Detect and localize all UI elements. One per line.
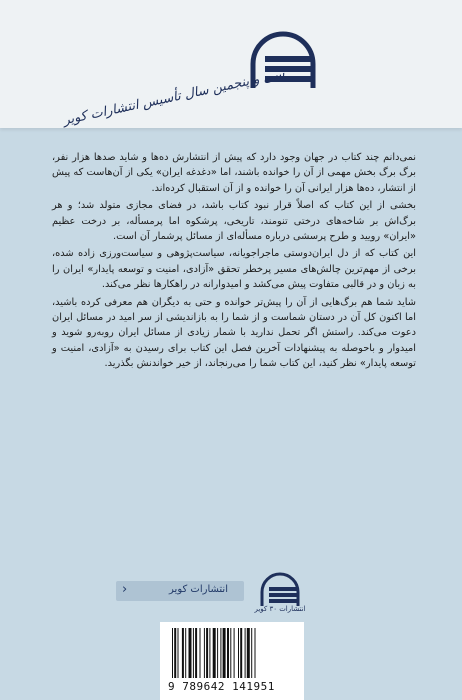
blurb-paragraph-2: بخشی از این کتاب که اصلاً قرار نبود کتاب باشد، در فضای مجازی متولد شد؛ و هر برگ‌اش بر شاخه‌های درختی تنومند، تاریخی، پرشکوه اما پرمسأله، بر درخت عظیم «ایران» رویید و طرح پرسشی درباره مسأله‌ای از مسائل پرشمار آن است.	[52, 200, 416, 243]
publisher-header-panel	[0, 0, 462, 128]
small-logo-caption: انتشارات ۳۰ کویر	[254, 605, 306, 613]
blurb-text	[52, 150, 416, 374]
publisher-logo	[62, 30, 327, 129]
blurb-paragraph-3: این کتاب که از دل ایران‌دوستی ماجراجویانه، سیاست‌پژوهی و سیاست‌ورزی زاده شده، برخی از مهم‌ترین چالش‌های مسیر پرخطر تحقق «آزادی، امنیت و توسعه پایدار» ایران را به زبان و در قالبی متفاوت پیش می‌کشد و امیدوارانه در راهکارها نظر می‌کند.	[52, 248, 416, 291]
publisher-link-bar[interactable]	[116, 581, 244, 601]
blurb-paragraph-4: شاید شما هم برگ‌هایی از آن را پیش‌تر خوانده و حتی به دیگران هم معرفی کرده باشید، اما اکنون کل آن در دستان شماست و از شما را به بازاندیشی از سر امید در مسائل ایران دعوت می‌کند. راستش اگر تحمل ندارید با شمار زیادی از مسائل ایران روبه‌رو شوید و امیدوار و باحوصله به پیشنهادات آخرین فصل این کتاب برای رسیدن به «آزادی، امنیت و توسعه پایدار» نظر کنید، این کتاب شما را می‌رنجاند، از خیر خواندنش بگذرید.	[52, 296, 416, 370]
barcode-bars	[172, 628, 294, 680]
publisher-tagline: سی و پنجمین سال تأسیس انتشارات کویر	[62, 66, 287, 129]
barcode-digits: 9 789642 141951	[168, 680, 275, 693]
blurb-paragraph-1: نمی‌دانم چند کتاب در جهان وجود دارد که پیش از انتشارش ده‌ها و شاید صدها هزار نفر، برگ برگ بخش مهمی از آن را خوانده باشند، اما «دغدغه ایران» یکی از آن‌هاست که پیش از انتشار، ده‌ها هزار ایرانی آن را خوانده و از آن استقبال کرده‌اند.	[52, 152, 416, 194]
isbn-barcode	[160, 622, 304, 700]
chevron-right-icon: ›	[122, 582, 128, 597]
publisher-link-label: انتشارات کویر	[169, 584, 228, 595]
